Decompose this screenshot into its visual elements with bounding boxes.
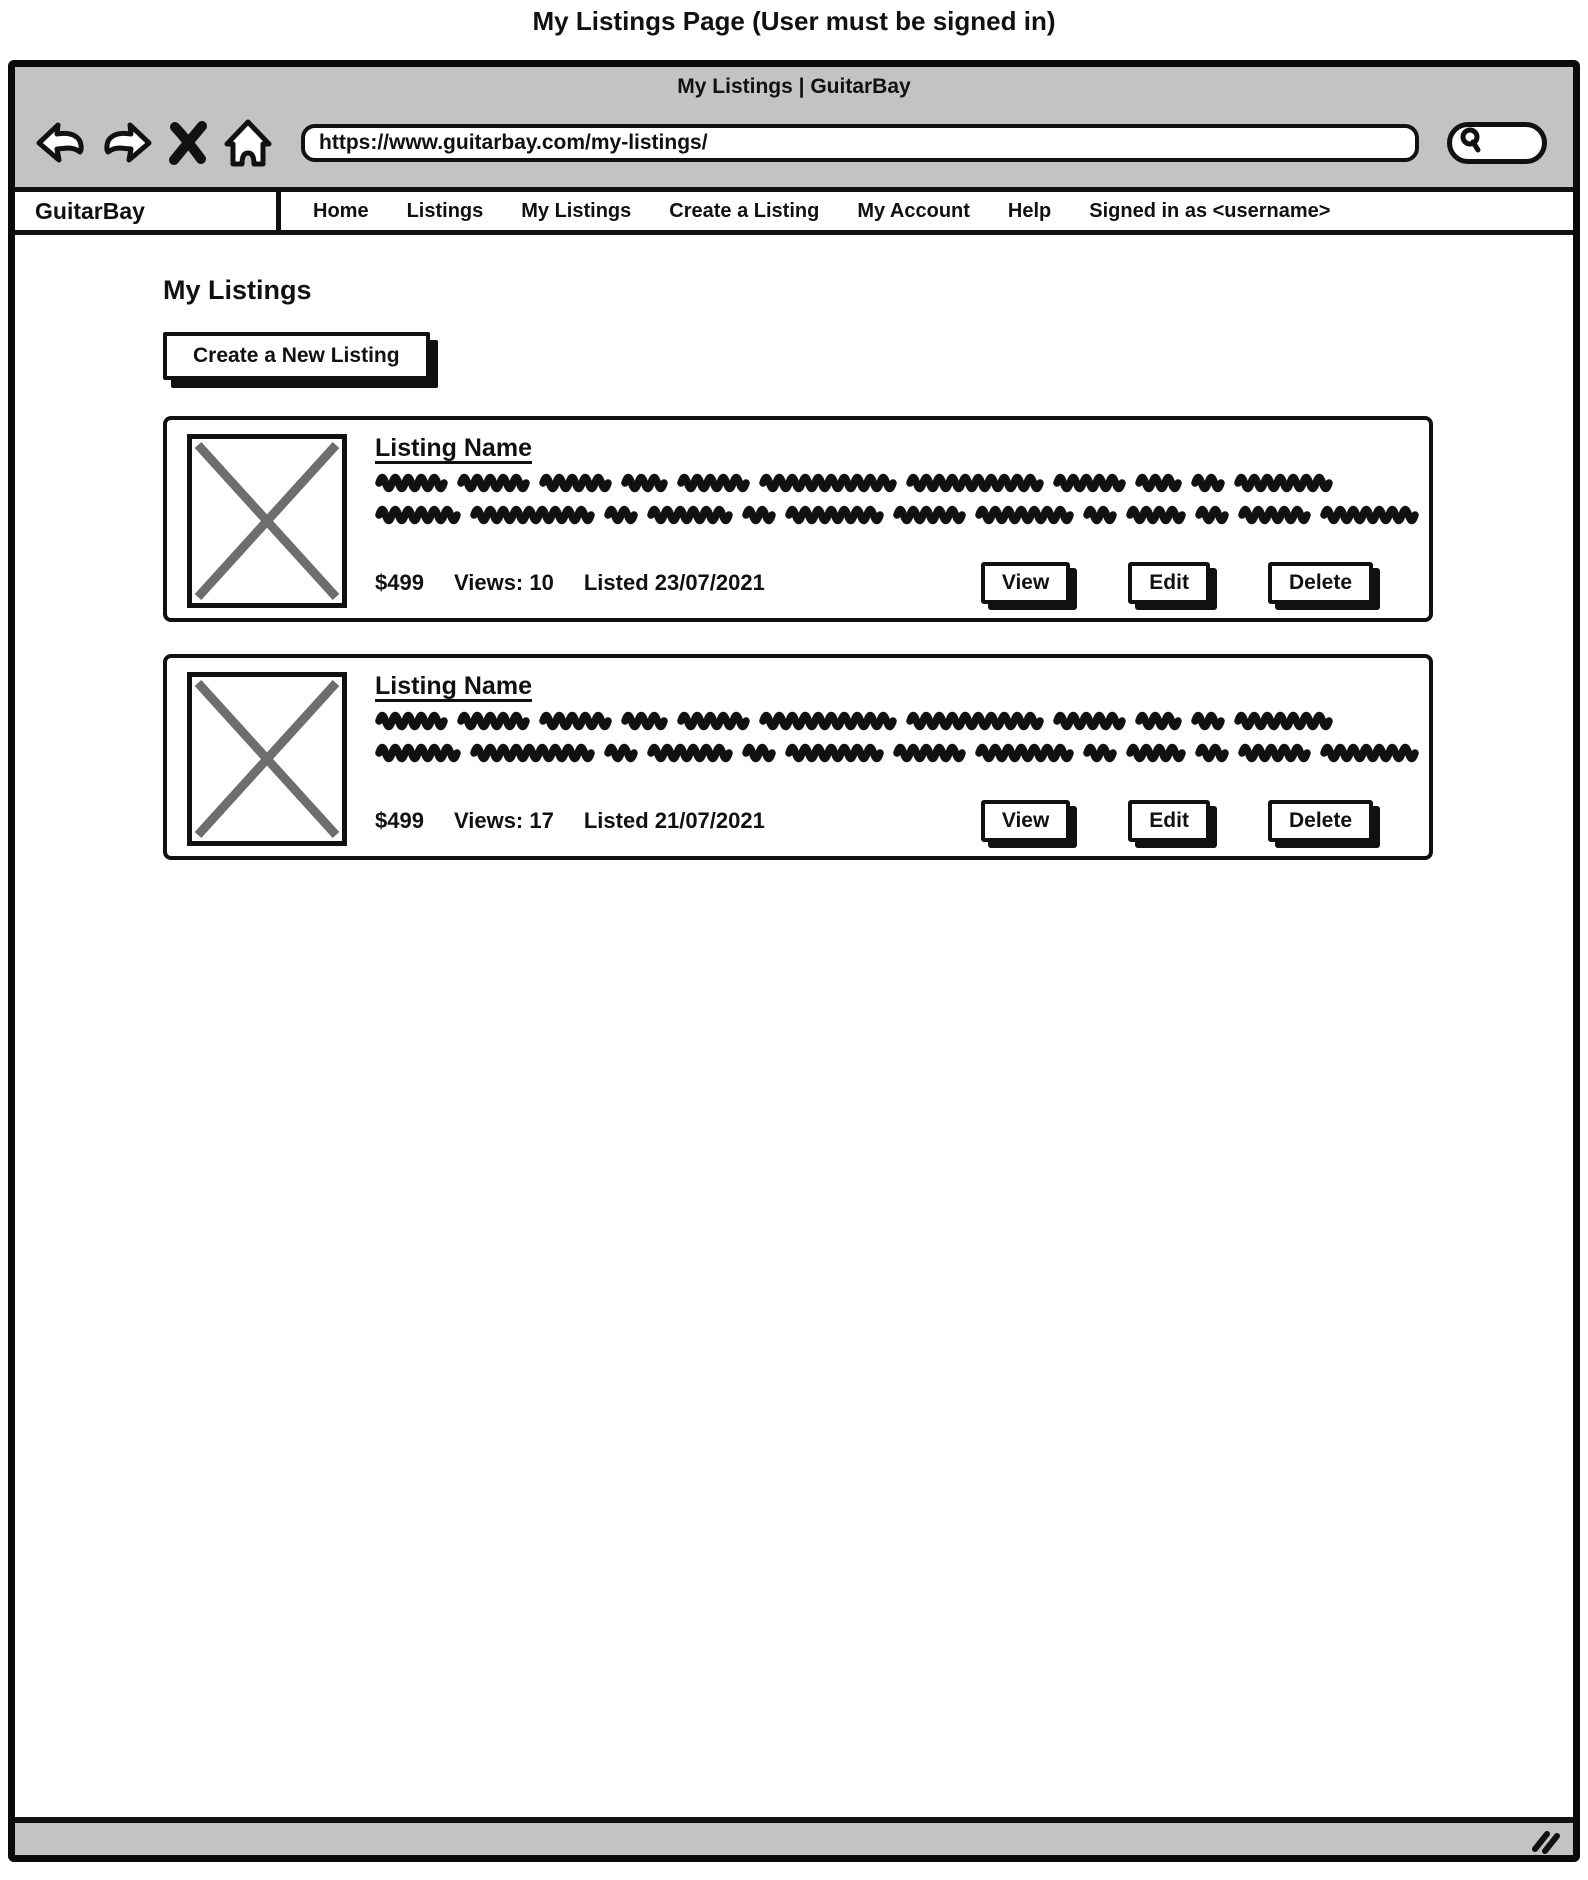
listing-image-placeholder — [187, 434, 347, 608]
listing-price: $499 — [375, 808, 424, 833]
url-text: https://www.guitarbay.com/my-listings/ — [319, 131, 708, 154]
site-header — [15, 187, 1573, 235]
listing-views: Views: 17 — [453, 808, 554, 833]
search-icon — [1459, 127, 1485, 160]
url-bar[interactable] — [301, 124, 1419, 162]
edit-button[interactable]: Edit — [1128, 562, 1210, 604]
listing-card — [163, 654, 1433, 860]
description-scribble — [375, 710, 1346, 733]
description-scribble — [375, 472, 1346, 495]
brand-logo[interactable] — [15, 192, 281, 230]
edit-button[interactable]: Edit — [1128, 800, 1210, 842]
nav-item-my-account[interactable]: My Account — [857, 199, 970, 222]
listing-date: Listed 23/07/2021 — [583, 570, 765, 595]
listing-name-link[interactable]: Listing Name — [375, 672, 532, 700]
listing-date: Listed 21/07/2021 — [583, 808, 765, 833]
listing-image-placeholder — [187, 672, 347, 846]
description-scribble — [375, 742, 1432, 765]
home-icon[interactable] — [223, 119, 273, 167]
delete-button[interactable]: Delete — [1268, 800, 1373, 842]
listing-views: Views: 10 — [453, 570, 554, 595]
nav-item-listings[interactable]: Listings — [406, 199, 484, 222]
listing-card — [163, 416, 1433, 622]
view-button[interactable]: View — [981, 800, 1070, 842]
browser-tab-title: My Listings | GuitarBay — [677, 75, 911, 98]
browser-toolbar — [15, 107, 1573, 187]
create-new-listing-button[interactable]: Create a New Listing — [163, 332, 430, 380]
page-annotation-title: My Listings Page (User must be signed in) — [532, 6, 1056, 36]
search-bar[interactable] — [1447, 122, 1547, 164]
stop-icon[interactable] — [167, 120, 209, 166]
nav-menu — [281, 192, 1573, 230]
nav-item-help[interactable]: Help — [1007, 199, 1052, 222]
signed-in-status[interactable]: Signed in as <username> — [1089, 199, 1331, 222]
image-cross-icon — [192, 439, 342, 603]
listing-name-link[interactable]: Listing Name — [375, 434, 532, 462]
delete-button[interactable]: Delete — [1268, 562, 1373, 604]
browser-titlebar — [15, 67, 1573, 107]
nav-item-create-a-listing[interactable]: Create a Listing — [669, 199, 820, 222]
browser-window — [8, 60, 1580, 1862]
back-icon[interactable] — [35, 120, 87, 166]
main-content — [15, 235, 1573, 1817]
nav-item-home[interactable]: Home — [313, 199, 369, 222]
nav-item-my-listings[interactable]: My Listings — [521, 199, 632, 222]
brand-name: GuitarBay — [35, 197, 145, 224]
view-button[interactable]: View — [981, 562, 1070, 604]
listing-price: $499 — [375, 570, 424, 595]
page-title: My Listings — [163, 275, 312, 305]
status-bar — [15, 1817, 1573, 1855]
resize-handle-icon[interactable] — [1531, 1827, 1565, 1860]
description-scribble — [375, 504, 1432, 527]
forward-icon[interactable] — [101, 120, 153, 166]
image-cross-icon — [192, 677, 342, 841]
